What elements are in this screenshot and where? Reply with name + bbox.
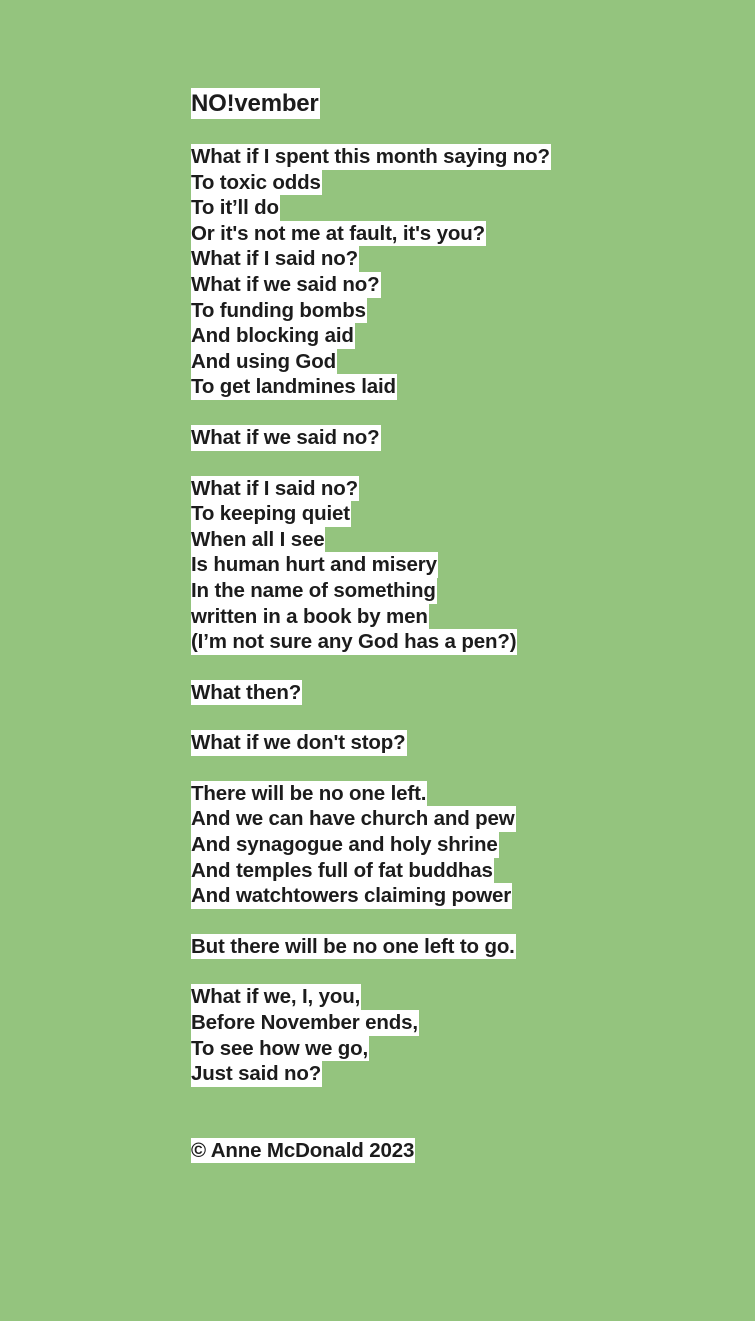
poem-line-text: Is human hurt and misery	[191, 553, 437, 577]
poem-line-text: And synagogue and holy shrine	[191, 833, 498, 857]
stanza	[191, 425, 711, 451]
poem-line	[191, 680, 711, 706]
poem-line-text: And temples full of fat buddhas	[191, 858, 493, 882]
poem-line-text: In the name of something	[191, 578, 436, 602]
poem-line-text: To see how we go,	[191, 1036, 369, 1060]
poem-line	[191, 527, 711, 553]
poem-line-text: And blocking aid	[191, 324, 354, 348]
poem-line-text: And using God	[191, 349, 336, 373]
poem-line-text: What if I said no?	[191, 247, 358, 271]
poem-line	[191, 246, 711, 272]
poem-line-text: What if I spent this month saying no?	[191, 145, 550, 168]
poem-line-text: What if we said no?	[191, 272, 380, 296]
poem-line	[191, 984, 711, 1010]
poem-line-text: What if I said no?	[191, 476, 358, 500]
poem-line	[191, 781, 711, 807]
poem-line-text: To toxic odds	[191, 170, 321, 194]
stanza	[191, 934, 711, 960]
poem-line	[191, 501, 711, 527]
poem-line-text: Or it's not me at fault, it's you?	[191, 221, 485, 245]
poem-line-text: To keeping quiet	[191, 502, 350, 526]
poem-title: NO!vember	[191, 90, 319, 117]
poem-line-text: Just said no?	[191, 1062, 322, 1086]
poem-line	[191, 425, 711, 451]
poem-line-text: What if we, I, you,	[191, 985, 361, 1009]
copyright-text: © Anne McDonald 2023	[191, 1138, 415, 1162]
poem-line-text: To get landmines laid	[191, 375, 396, 399]
poem-line	[191, 1061, 711, 1087]
poem-line-text: What then?	[191, 680, 302, 704]
poem-line	[191, 374, 711, 400]
poem-line	[191, 806, 711, 832]
stanza	[191, 781, 711, 909]
poem-line-text: What if we don't stop?	[191, 731, 406, 755]
poem-line-text: And watchtowers claiming power	[191, 884, 512, 908]
copyright-line	[191, 1138, 711, 1164]
stanza	[191, 730, 711, 756]
poem-line	[191, 604, 711, 630]
poem-line-text: written in a book by men	[191, 604, 428, 628]
poem-line-text: There will be no one left.	[191, 781, 427, 805]
poem-line	[191, 552, 711, 578]
poem-line	[191, 578, 711, 604]
poem-line	[191, 476, 711, 502]
poem-line	[191, 195, 711, 221]
poem-line	[191, 832, 711, 858]
poem	[191, 88, 711, 1163]
stanza	[191, 680, 711, 706]
poem-line	[191, 1036, 711, 1062]
stanza	[191, 144, 711, 400]
stanza	[191, 476, 711, 655]
poem-line-text: But there will be no one left to go.	[191, 934, 515, 958]
poem-line-text: To it’ll do	[191, 196, 279, 220]
poem-line	[191, 883, 711, 909]
poem-line	[191, 858, 711, 884]
stanza	[191, 984, 711, 1086]
poem-line	[191, 1010, 711, 1036]
poem-line-text: When all I see	[191, 527, 325, 551]
poem-line	[191, 221, 711, 247]
poem-line	[191, 730, 711, 756]
poem-line	[191, 349, 711, 375]
poem-line-text: Before November ends,	[191, 1011, 418, 1035]
poem-line	[191, 272, 711, 298]
poem-line-text: To funding bombs	[191, 298, 366, 322]
poem-line	[191, 170, 711, 196]
poem-line	[191, 298, 711, 324]
poem-line	[191, 934, 711, 960]
poem-line	[191, 629, 711, 655]
poem-line	[191, 323, 711, 349]
poem-line-text: (I’m not sure any God has a pen?)	[191, 630, 517, 654]
poem-line-text: And we can have church and pew	[191, 807, 515, 831]
copyright-block	[191, 1138, 711, 1164]
poem-line	[191, 144, 711, 170]
poem-line-text: What if we said no?	[191, 425, 380, 449]
